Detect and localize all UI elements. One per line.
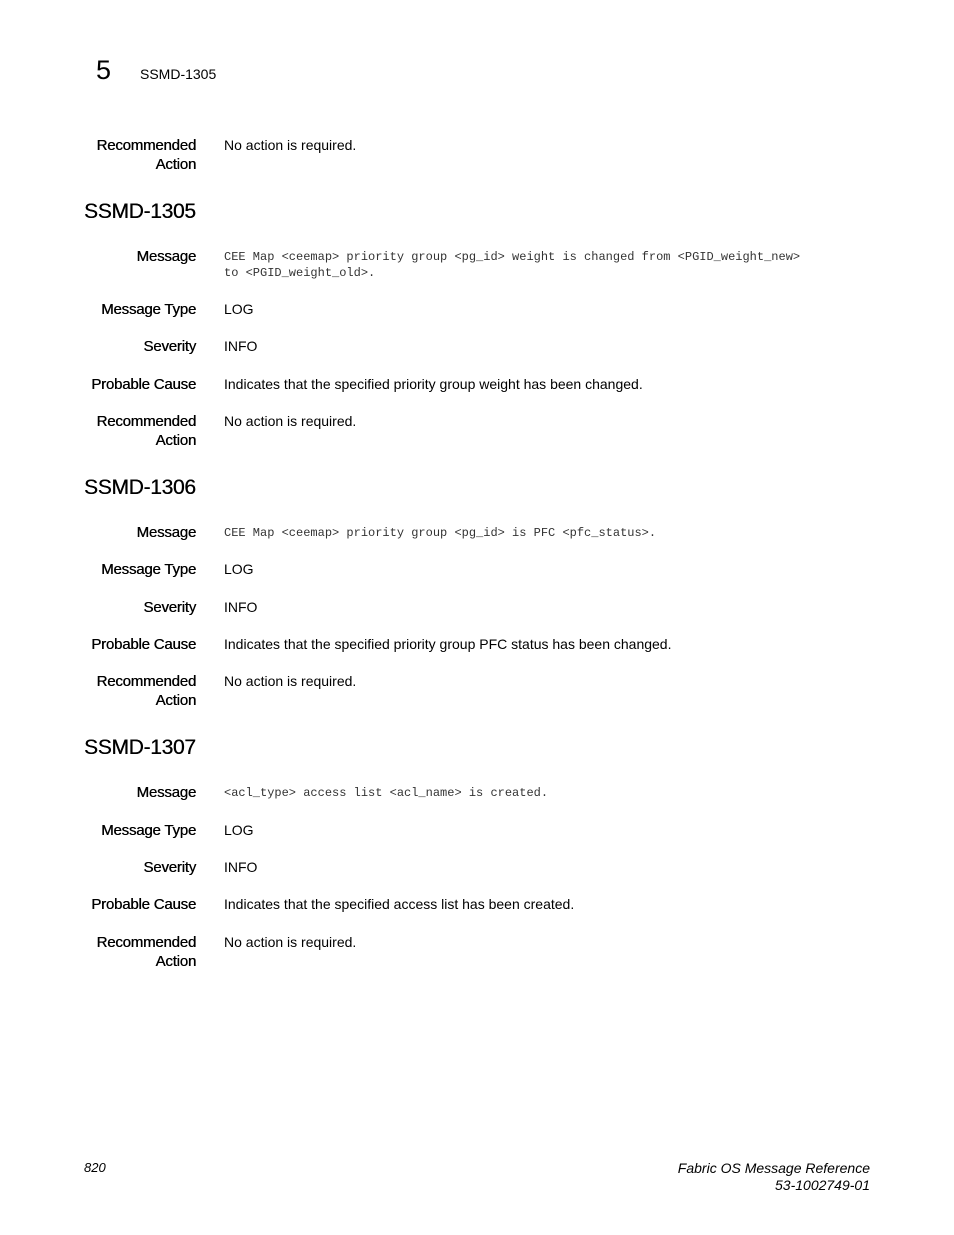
action-label: Action — [155, 953, 196, 970]
recommended-action-value: No action is required. — [224, 673, 357, 689]
severity-label: Severity — [143, 338, 196, 355]
message-text-line2: to <PGID_weight_old>. — [224, 266, 376, 280]
message-type-label: Message Type — [101, 301, 196, 318]
message-type-value: LOG — [224, 301, 254, 317]
doc-title: Fabric OS Message Reference — [677, 1160, 870, 1176]
message-text-line1: <acl_type> access list <acl_name> is created. — [224, 786, 549, 800]
message-type-value: LOG — [224, 822, 254, 838]
message-type-value: LOG — [224, 561, 254, 577]
probable-cause-value: Indicates that the specified access list has been created. — [224, 896, 575, 912]
severity-label: Severity — [143, 599, 196, 616]
message-type-label: Message Type — [101, 822, 196, 839]
action-label: Action — [155, 432, 196, 449]
severity-value: INFO — [224, 859, 258, 875]
severity-value: INFO — [224, 599, 258, 615]
page-number: 820 — [84, 1160, 106, 1175]
message-type-label: Message Type — [101, 561, 196, 578]
probable-cause-value: Indicates that the specified priority group weight has been changed. — [224, 376, 643, 392]
severity-label: Severity — [143, 859, 196, 876]
message-label: Message — [136, 248, 196, 265]
chapter-number: 5 — [96, 55, 112, 85]
recommended-label: Recommended — [96, 137, 196, 154]
action-label: Action — [155, 692, 196, 709]
probable-cause-label: Probable Cause — [91, 896, 196, 913]
probable-cause-value: Indicates that the specified priority group PFC status has been changed. — [224, 636, 672, 652]
message-label: Message — [136, 784, 196, 801]
entry-title: SSMD-1306 — [84, 476, 196, 499]
entry-title: SSMD-1305 — [84, 200, 196, 223]
message-label: Message — [136, 524, 196, 541]
recommended-value: No action is required. — [224, 137, 357, 153]
running-title: SSMD-1305 — [140, 66, 217, 82]
recommended-action-value: No action is required. — [224, 934, 357, 950]
footer-doc-info — [678, 1160, 870, 1194]
message-text-line1: CEE Map <ceemap> priority group <pg_id> weight is changed from <PGID_weight_new> — [224, 250, 801, 264]
recommended-label: Recommended — [96, 413, 196, 430]
doc-number: 53-1002749-01 — [775, 1177, 870, 1193]
action-label: Action — [155, 156, 196, 173]
entry-title: SSMD-1307 — [84, 736, 196, 759]
recommended-action-value: No action is required. — [224, 413, 357, 429]
recommended-label: Recommended — [96, 934, 196, 951]
severity-value: INFO — [224, 338, 258, 354]
recommended-label: Recommended — [96, 673, 196, 690]
message-text-line1: CEE Map <ceemap> priority group <pg_id> is PFC <pfc_status>. — [224, 526, 657, 540]
probable-cause-label: Probable Cause — [91, 376, 196, 393]
probable-cause-label: Probable Cause — [91, 636, 196, 653]
